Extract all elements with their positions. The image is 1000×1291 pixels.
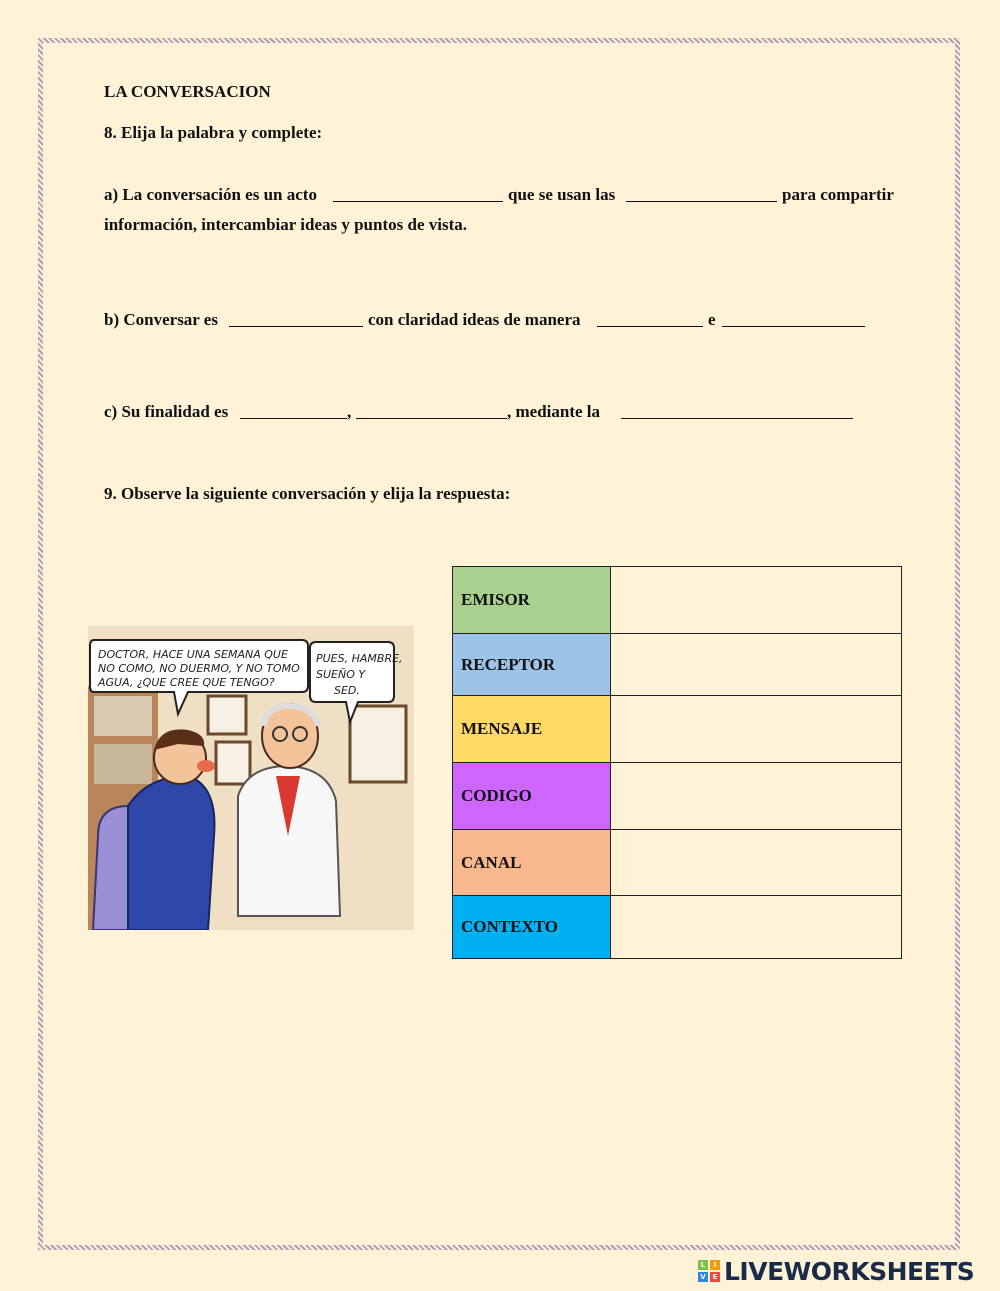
row-label-receptor: RECEPTOR	[453, 634, 611, 696]
bubble-right-line-2: SUEÑO Y	[316, 668, 366, 681]
q8a-blank-2[interactable]	[626, 201, 777, 202]
answer-cell-canal[interactable]	[610, 830, 901, 896]
row-label-canal: CANAL	[453, 830, 611, 896]
bubble-right-line-1: PUES, HAMBRE,	[316, 652, 403, 665]
table-row	[453, 634, 902, 696]
answer-cell-receptor[interactable]	[610, 634, 901, 696]
table-row	[453, 830, 902, 896]
row-label-emisor: EMISOR	[453, 567, 611, 634]
communication-elements-table	[452, 566, 902, 959]
question-9-heading: 9. Observe la siguiente conversación y elija la respuesta:	[104, 484, 511, 503]
table-row	[453, 896, 902, 959]
table-row	[453, 696, 902, 763]
doctor-cartoon-image	[88, 626, 414, 930]
bubble-right-line-3: SED.	[334, 684, 360, 697]
q8b-text-2: con claridad ideas de manera	[368, 310, 581, 329]
bubble-left-line-1: DOCTOR, HACE UNA SEMANA QUE	[98, 648, 288, 661]
answer-cell-codigo[interactable]	[610, 763, 901, 830]
q8c-blank-2[interactable]	[356, 418, 507, 419]
answer-cell-contexto[interactable]	[610, 896, 901, 959]
q8a-text-line2: información, intercambiar ideas y puntos de vista.	[104, 215, 467, 234]
answer-cell-mensaje[interactable]	[610, 696, 901, 763]
row-label-codigo: CODIGO	[453, 763, 611, 830]
q8a-blank-1[interactable]	[333, 201, 503, 202]
q8b-text-1: b) Conversar es	[104, 310, 218, 329]
q8b-blank-3[interactable]	[722, 326, 865, 327]
q8b-blank-2[interactable]	[597, 326, 703, 327]
q8c-text-2: , mediante la	[507, 402, 601, 421]
table-row	[453, 567, 902, 634]
q8c-blank-3[interactable]	[621, 418, 853, 419]
bubble-left-line-3: AGUA, ¿QUE CREE QUE TENGO?	[98, 676, 275, 689]
q8c-text-1: c) Su finalidad es	[104, 402, 229, 421]
liveworksheets-logo[interactable]	[698, 1258, 974, 1284]
bubble-left-line-2: NO COMO, NO DUERMO, Y NO TOMO	[98, 662, 300, 675]
q8a-text-1: a) La conversación es un acto	[104, 185, 317, 204]
answer-cell-emisor[interactable]	[610, 567, 901, 634]
q8a-text-2: que se usan las	[508, 185, 616, 204]
table-row	[453, 763, 902, 830]
row-label-mensaje: MENSAJE	[453, 696, 611, 763]
q8a-text-3: para compartir	[782, 185, 894, 204]
q8c-comma: ,	[347, 402, 352, 421]
logo-text: LIVEWORKSHEETS	[724, 1256, 975, 1286]
worksheet-title: LA CONVERSACION	[104, 82, 271, 101]
q8b-text-3: e	[708, 310, 716, 329]
logo-badge-icon: L I V E	[698, 1260, 720, 1282]
row-label-contexto: CONTEXTO	[453, 896, 611, 959]
q8c-blank-1[interactable]	[240, 418, 347, 419]
question-8-heading: 8. Elija la palabra y complete:	[104, 123, 323, 142]
q8b-blank-1[interactable]	[229, 326, 363, 327]
